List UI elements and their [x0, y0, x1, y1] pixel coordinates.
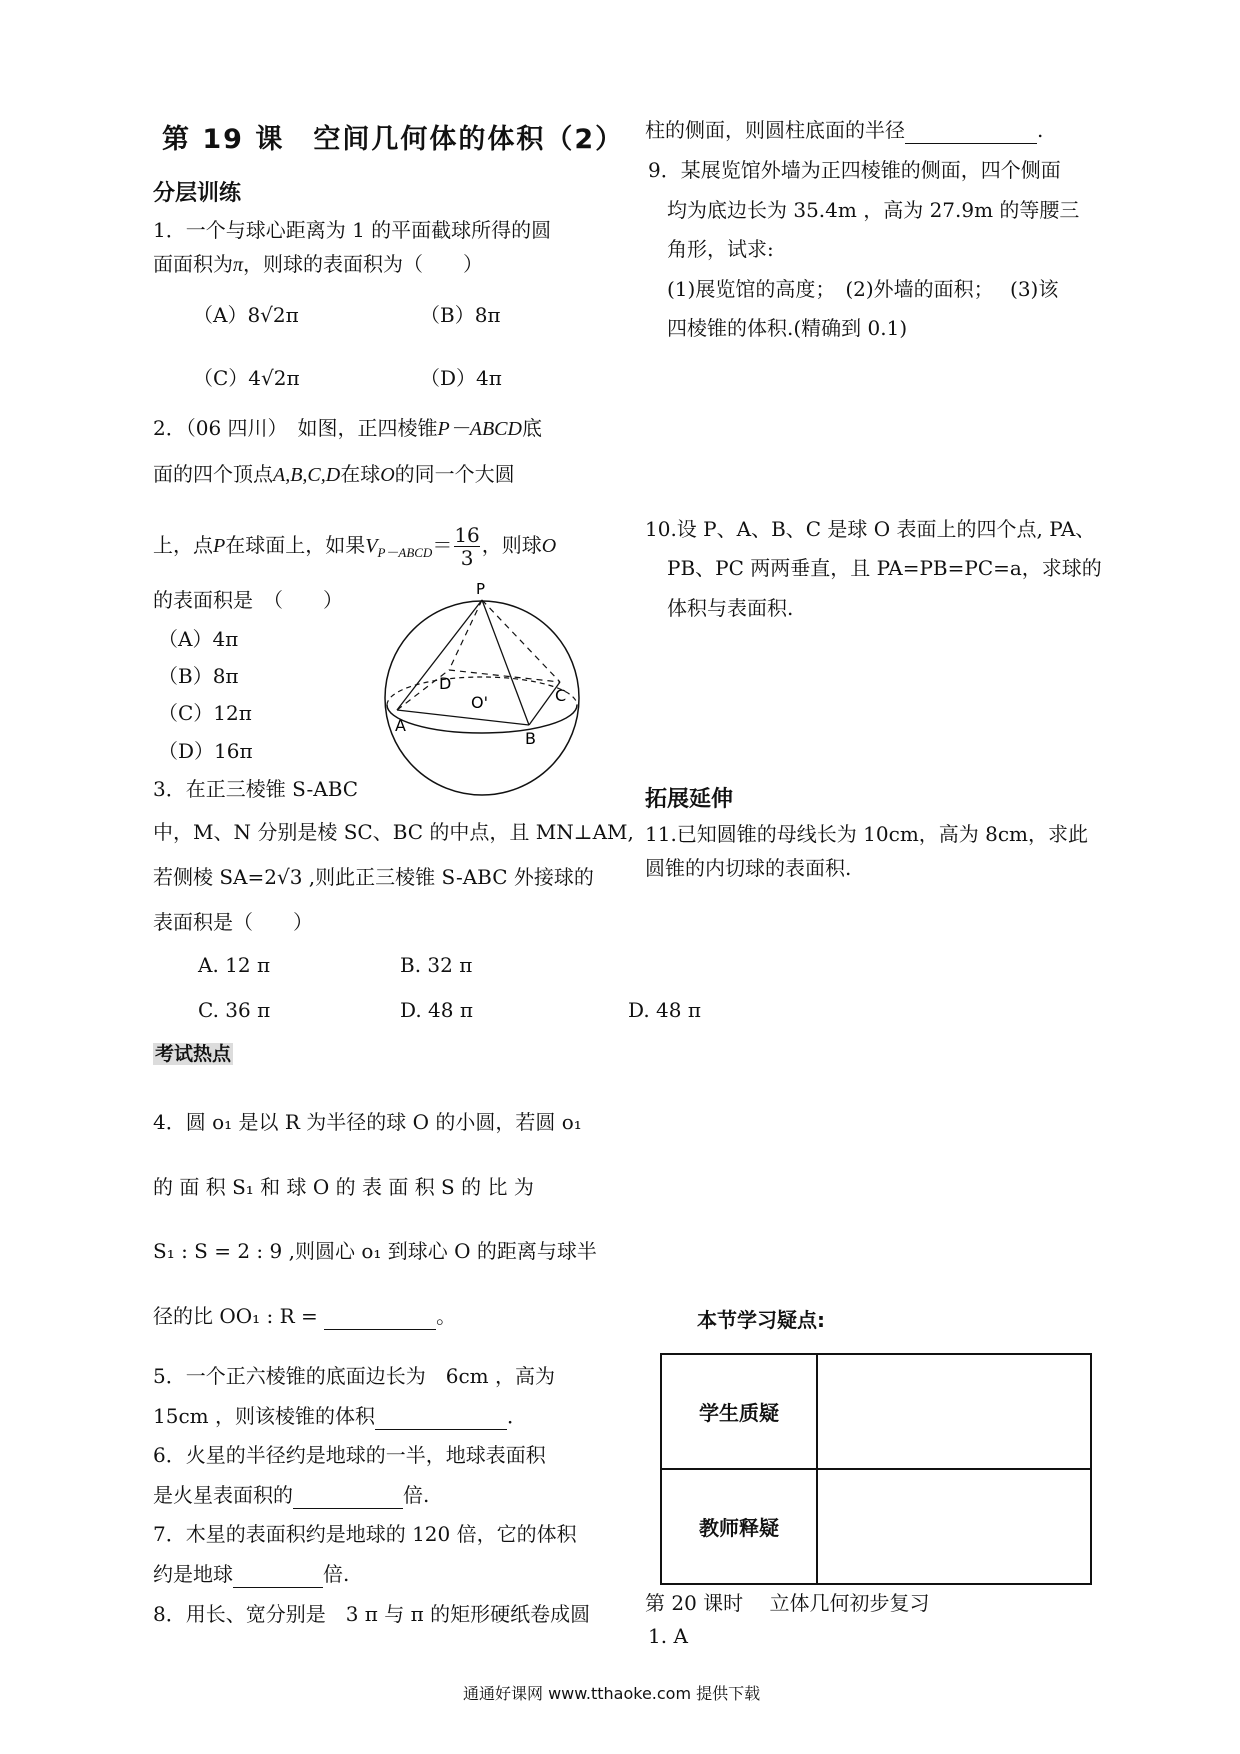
q2-line2	[153, 460, 515, 489]
q2-point-p: P	[213, 535, 226, 557]
q4-line3: S₁ : S = 2 : 9 ,则圆心 o₁ 到球心 O 的距离与球半	[153, 1239, 597, 1263]
q3-option-a: A. 12 π	[198, 953, 271, 977]
q2-line1	[153, 414, 542, 443]
doubts-title: 本节学习疑点:	[697, 1308, 825, 1332]
q8-line1: 8．用长、宽分别是 3 π 与 π 的矩形硬纸卷成圆	[153, 1602, 591, 1626]
q6-text-end: 倍.	[403, 1483, 430, 1507]
answer-1: 1. A	[648, 1624, 688, 1648]
q8-text: 柱的侧面，则圆柱底面的半径	[645, 118, 905, 142]
q6-line1: 6．火星的半径约是地球的一半，地球表面积	[153, 1443, 546, 1467]
q1-option-c: （C）4√2π	[193, 366, 300, 390]
q5-text-end: ．	[506, 1404, 527, 1428]
q2-eq: ＝	[432, 533, 453, 557]
q2-text: 2．（06 四川） 如图，正四棱锥	[153, 416, 438, 440]
doubts-row-student	[661, 1354, 1091, 1469]
q9-line2: 均为底边长为 35.4m ，高为 27.9m 的等腰三	[667, 198, 1080, 222]
q8-text-end: .	[1037, 118, 1044, 142]
q2-text4: 在球	[340, 462, 381, 486]
section-heading-extension: 拓展延伸	[645, 787, 734, 812]
q2-frac-num: 16	[454, 523, 480, 547]
q9-line5: 四棱锥的体积.(精确到 0.1)	[667, 316, 908, 340]
label-p: P	[476, 580, 486, 598]
q2-text7: 在球面上，如果	[225, 533, 366, 557]
q3-option-d: D. 48 π	[400, 998, 473, 1022]
q1-option-a: （A）8√2π	[193, 303, 299, 327]
edge-dc	[449, 670, 560, 682]
doubts-row-teacher	[661, 1469, 1091, 1584]
q4-line1: 4．圆 o₁ 是以 R 为半径的球 O 的小圆，若圆 o₁	[153, 1110, 582, 1134]
q2-option-c: （C）12π	[158, 701, 252, 725]
q2-pyramid: P－ABCD	[437, 418, 522, 440]
q8-line2	[645, 116, 1043, 144]
q2-text2: 底	[521, 416, 542, 440]
q4-text-end: 。	[436, 1304, 457, 1328]
q3-line2: 中，M、N 分别是棱 SC、BC 的中点，且 MN⊥AM,	[153, 820, 634, 844]
q2-text5: 的同一个大圆	[394, 462, 515, 486]
next-lesson-title: 第 20 课时 立体几何初步复习	[645, 1591, 930, 1615]
q5-text: 15cm ，则该棱锥的体积	[153, 1404, 375, 1428]
q3-line1: 3．在正三棱锥 S-ABC	[153, 777, 359, 801]
q2-text3: 面的四个顶点	[153, 462, 273, 486]
q1-line2	[153, 250, 483, 279]
doubts-cell-student	[817, 1354, 1091, 1469]
edge-pb	[482, 600, 529, 725]
q7-text-end: 倍.	[323, 1562, 350, 1586]
q4-line2: 的 面 积 S₁ 和 球 O 的 表 面 积 S 的 比 为	[153, 1175, 534, 1199]
q6-answer-blank	[293, 1488, 403, 1509]
q7-line1: 7．木星的表面积约是地球的 120 倍，它的体积	[153, 1522, 577, 1546]
q9-line3: 角形，试求:	[667, 237, 774, 261]
section-heading-layered-training: 分层训练	[153, 181, 242, 206]
q1-pi: π	[233, 254, 244, 276]
q9-line4: (1)展览馆的高度； (2)外墙的面积； (3)该	[667, 277, 1059, 301]
q2-frac-den: 3	[460, 546, 474, 570]
footer-source: 通通好课网 www.tthaoke.com 提供下载	[463, 1684, 761, 1703]
q2-sphere-o2: O	[541, 535, 557, 557]
q1-line1: 1．一个与球心距离为 1 的平面截球所得的圆	[153, 218, 552, 242]
q6-text: 是火星表面积的	[153, 1483, 293, 1507]
section-heading-exam-hotspots-text: 考试热点	[155, 1043, 232, 1065]
q2-volume-v: V	[365, 535, 378, 557]
doubts-table	[660, 1353, 1092, 1585]
section-heading-exam-hotspots	[153, 1040, 233, 1068]
doubts-label-teacher: 教师释疑	[661, 1469, 817, 1584]
q7-text: 约是地球	[153, 1562, 233, 1586]
q6-line2	[153, 1481, 429, 1509]
page-title: 第 19 课 空间几何体的体积（2）	[162, 124, 625, 155]
q5-line2	[153, 1402, 527, 1430]
q3-line4: 表面积是（ ）	[153, 910, 313, 934]
q7-line2	[153, 1560, 349, 1588]
q3-option-d-duplicate: D. 48 π	[628, 998, 701, 1022]
q2-option-d: （D）16π	[158, 739, 253, 763]
q3-option-c: C. 36 π	[198, 998, 271, 1022]
q1-option-d: （D）4π	[420, 366, 502, 390]
label-b: B	[525, 729, 536, 748]
edge-pc	[482, 600, 560, 682]
q2-volume-sub: P－ABCD	[377, 545, 433, 560]
q1-text: 面面积为	[153, 252, 233, 276]
q4-line4	[153, 1302, 456, 1330]
q2-text8: ，则球	[481, 533, 542, 557]
q2-line3	[153, 524, 556, 569]
doubts-cell-teacher	[817, 1469, 1091, 1584]
q2-fraction	[454, 524, 479, 569]
q5-answer-blank	[375, 1409, 507, 1430]
q1-text-end: ，则球的表面积为（ ）	[243, 252, 484, 276]
label-a: A	[395, 716, 406, 735]
q2-vertices: A,B,C,D	[273, 464, 341, 486]
q4-answer-blank	[324, 1309, 436, 1330]
q4-text: 径的比 OO₁ : R =	[153, 1304, 325, 1328]
q10-line3: 体积与表面积.	[667, 596, 794, 620]
q2-sphere-o: O	[380, 464, 395, 486]
q10-line2: PB、PC 两两垂直，且 PA=PB=PC=a，求球的	[667, 556, 1102, 580]
q5-line1: 5．一个正六棱锥的底面边长为 6cm ，高为	[153, 1364, 555, 1388]
q2-line4: 的表面积是 （ ）	[153, 588, 343, 612]
q8-answer-blank	[905, 123, 1037, 144]
label-d: D	[439, 674, 452, 693]
q3-line3: 若侧棱 SA=2√3 ,则此正三棱锥 S-ABC 外接球的	[153, 865, 594, 889]
q7-answer-blank	[233, 1567, 323, 1588]
edge-ab	[397, 710, 529, 725]
label-o: O'	[471, 693, 488, 712]
q2-option-b: （B）8π	[158, 664, 239, 688]
q11-line1: 11.已知圆锥的母线长为 10cm，高为 8cm，求此	[645, 822, 1089, 846]
edge-pd	[449, 600, 482, 670]
q3-option-b: B. 32 π	[400, 953, 473, 977]
doubts-label-student: 学生质疑	[661, 1354, 817, 1469]
q2-text6: 上，点	[153, 533, 213, 557]
q1-option-b: （B）8π	[420, 303, 501, 327]
sphere-pyramid-figure	[375, 570, 590, 805]
label-c: C	[555, 686, 567, 705]
edge-pa	[397, 600, 482, 710]
q9-line1: 9．某展览馆外墙为正四棱锥的侧面，四个侧面	[648, 158, 1061, 182]
q11-line2: 圆锥的内切球的表面积.	[645, 856, 852, 880]
q2-option-a: （A）4π	[158, 627, 239, 651]
q10-line1: 10.设 P、A、B、C 是球 O 表面上的四个点, PA、	[645, 517, 1096, 541]
